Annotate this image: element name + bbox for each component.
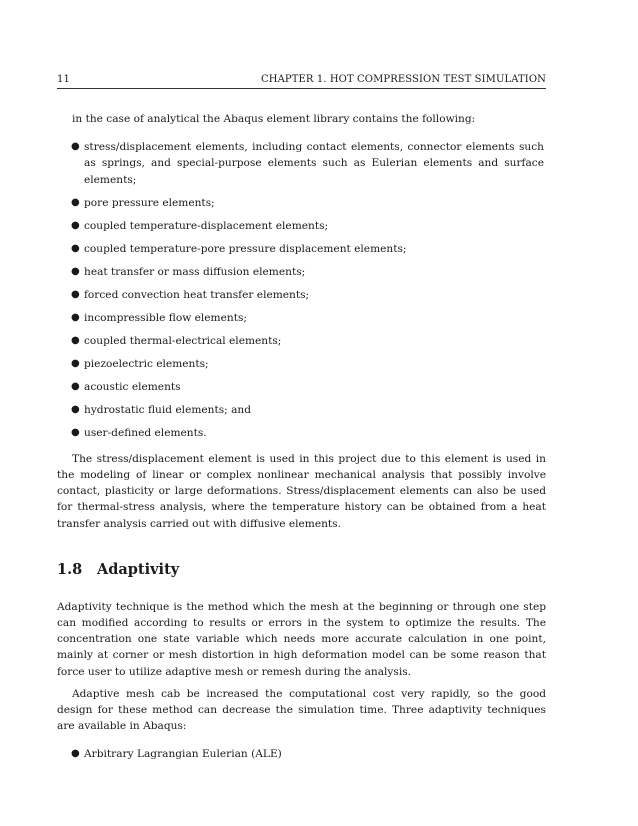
bullet-icon: ● [71, 748, 80, 760]
section-number: 1.8 [57, 560, 83, 578]
bullet-icon: ● [71, 334, 80, 346]
bullet-icon: ● [71, 196, 80, 208]
list-item [71, 310, 546, 326]
element-library-list [57, 139, 546, 441]
list-item-text: forced convection heat transfer elements; [84, 288, 310, 301]
list-item-text: coupled thermal-electrical elements; [84, 334, 282, 347]
adaptivity-paragraph-1: Adaptivity technique is the method which the mesh at the beginning or through one step can modified according to results or errors in the system to optimize the results. The concentration one state variable which needs more accurate calculation in one point, mainly at corner or mesh distortion in high deformation model can be some reason that force user to utilize adaptive mesh or remesh during the analysis. [57, 600, 546, 678]
running-header [57, 70, 546, 86]
list-item-text: user-defined elements. [84, 426, 207, 439]
section-heading [57, 560, 546, 580]
list-item [71, 287, 546, 303]
list-item-text: incompressible flow elements; [84, 311, 247, 324]
page-number: 11 [57, 74, 70, 85]
list-item [71, 241, 546, 257]
adaptivity-paragraph-2: Adaptive mesh cab be increased the computational cost very rapidly, so the good design for these method can decrease the simulation time. Three adaptivity techniques are available in Abaqus: [57, 687, 546, 733]
bullet-icon: ● [71, 141, 80, 153]
list-item-text: piezoelectric elements; [84, 357, 209, 370]
list-item-text: stress/displacement elements, including contact elements, connector elements such as springs, and special-purpose elements such as Eulerian elements and surface elements; [84, 141, 544, 186]
list-item-text: acoustic elements [84, 380, 181, 393]
list-item [71, 746, 546, 762]
list-item-text: coupled temperature-displacement elements; [84, 219, 329, 232]
chapter-title: CHAPTER 1. HOT COMPRESSION TEST SIMULATION [261, 74, 546, 85]
list-item [71, 333, 546, 349]
bullet-icon: ● [71, 403, 80, 415]
stress-paragraph: The stress/displacement element is used in this project due to this element is used in the modeling of linear or complex nonlinear mechanical analysis that possibly involve contact, plasticity or large deformations. Stress/displacement elements can also be used for thermal-stress analysis, where the temperature history can be obtained from a heat transfer analysis carried out with diffusive elements. [57, 452, 546, 530]
bullet-icon: ● [71, 311, 80, 323]
list-item [71, 379, 546, 395]
list-item [71, 218, 546, 234]
page [57, 70, 546, 769]
intro-paragraph: in the case of analytical the Abaqus element library contains the following: [72, 113, 476, 125]
list-item-text: Arbitrary Lagrangian Eulerian (ALE) [84, 748, 282, 761]
list-item [71, 139, 546, 188]
bullet-icon: ● [71, 242, 80, 254]
list-item [71, 264, 546, 280]
list-item-text: coupled temperature-pore pressure displacement elements; [84, 242, 407, 255]
list-item [71, 425, 546, 441]
bullet-icon: ● [71, 357, 80, 369]
section-title: Adaptivity [97, 560, 180, 578]
list-item-text: heat transfer or mass diffusion elements; [84, 265, 306, 278]
header-rule [57, 88, 546, 89]
bullet-icon: ● [71, 288, 80, 300]
adaptivity-technique-list [57, 746, 546, 762]
list-item-text: hydrostatic fluid elements; and [84, 403, 252, 416]
bullet-icon: ● [71, 426, 80, 438]
list-item [71, 402, 546, 418]
list-item-text: pore pressure elements; [84, 196, 215, 209]
bullet-icon: ● [71, 380, 80, 392]
bullet-icon: ● [71, 219, 80, 231]
list-item [71, 195, 546, 211]
list-item [71, 356, 546, 372]
bullet-icon: ● [71, 265, 80, 277]
